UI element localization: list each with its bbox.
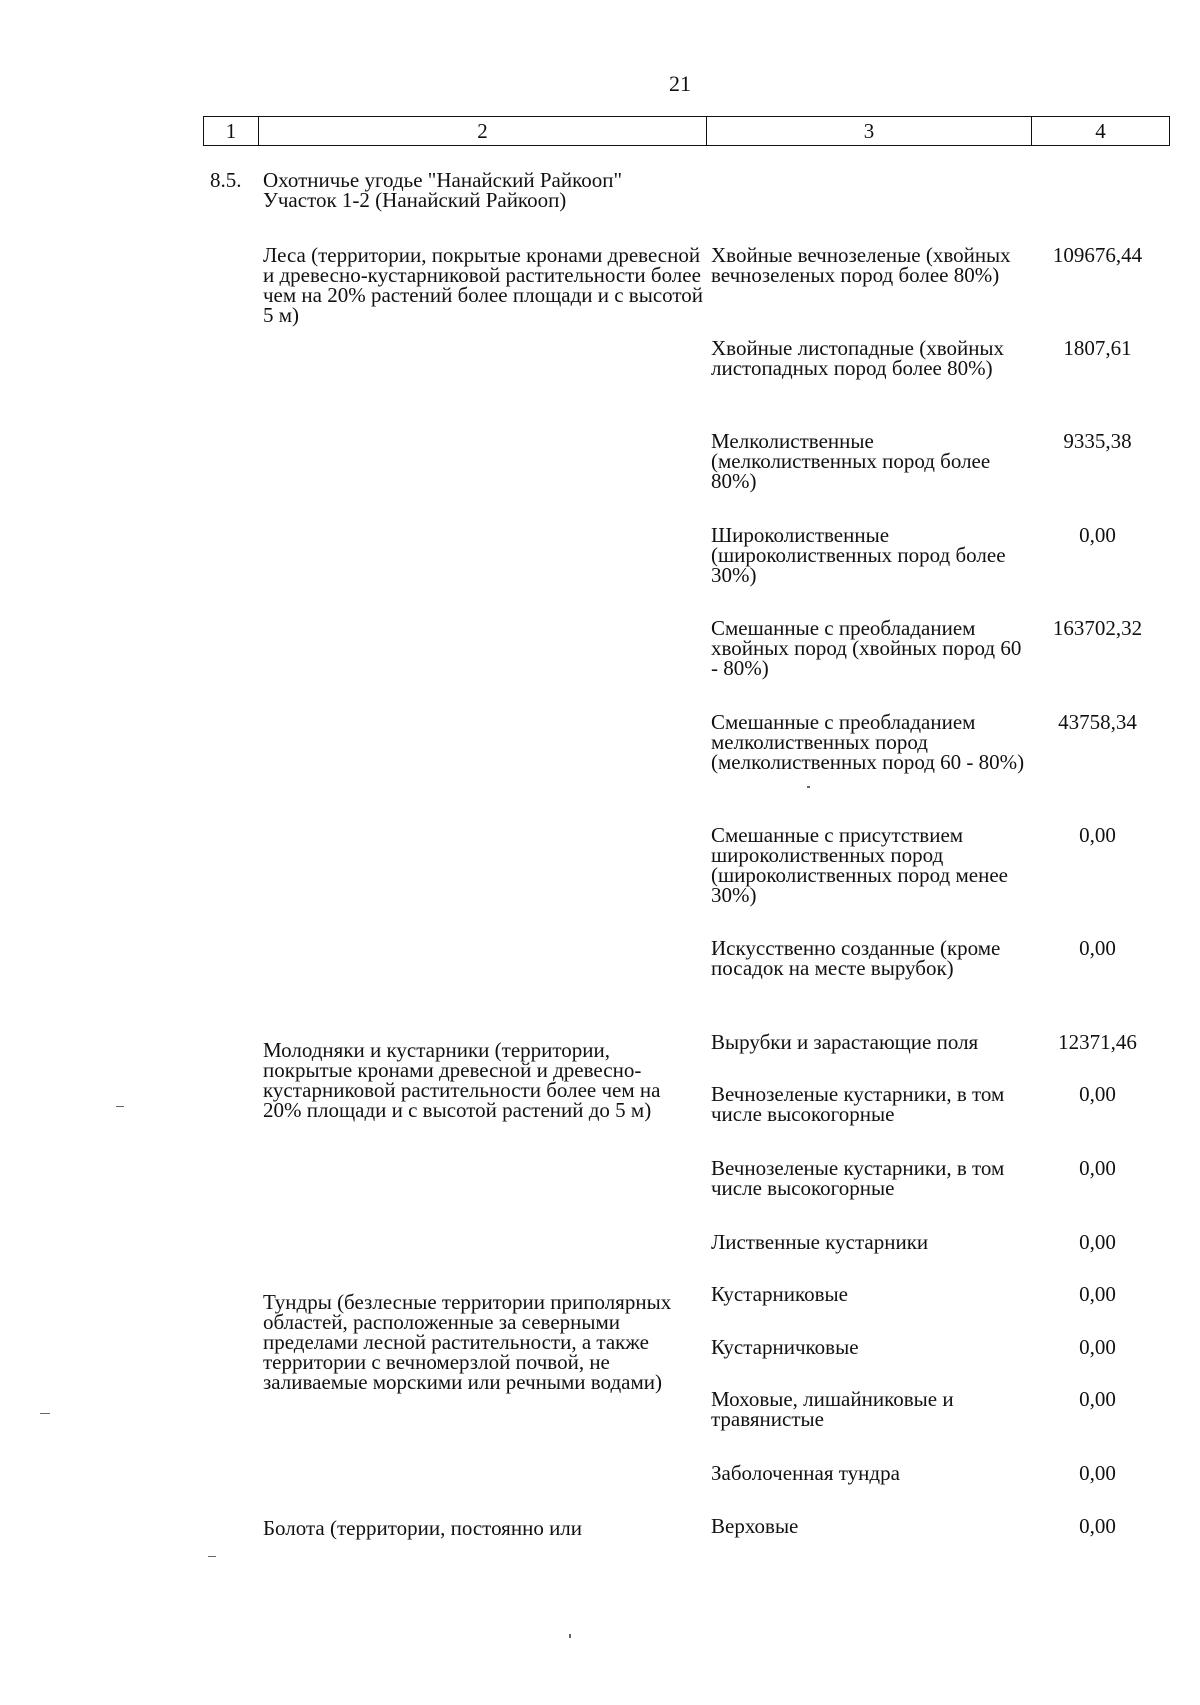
row-category: Широколиственные (широколиственных пород более 30%) — [711, 523, 1006, 587]
row-category: Хвойные листопадные (хвойных листопадных пород более 80%) — [711, 336, 1005, 380]
group-description-forests: Леса (территории, покрытые кронами древесной и древесно-кустарниковой растительности более чем на 20% растений более площади и с высотой 5 м) — [263, 243, 704, 327]
row-value: 163702,32 — [1052, 616, 1143, 640]
row-value: 12371,46 — [1058, 1030, 1137, 1054]
row-category: Кустарничковые — [711, 1335, 859, 1359]
group-description-swamps: Болота (территории, постоянно или — [263, 1516, 583, 1540]
row-category: Искусственно созданные (кроме посадок на месте вырубок) — [711, 936, 1001, 980]
row-value: 0,00 — [1079, 1387, 1116, 1411]
row-value: 1807,61 — [1063, 336, 1132, 360]
row-category: Заболоченная тундра — [711, 1461, 900, 1485]
header-col-2: 2 — [259, 117, 707, 145]
scan-speck — [807, 786, 810, 788]
row-value: 0,00 — [1079, 1335, 1116, 1359]
scan-speck — [569, 1634, 571, 1638]
row-category: Лиственные кустарники — [711, 1230, 929, 1254]
row-value: 0,00 — [1079, 1082, 1116, 1106]
row-category: Верховые — [711, 1514, 799, 1538]
row-value: 0,00 — [1079, 1230, 1116, 1254]
row-category: Мелколиственные (мелколиственных пород более 80%) — [711, 429, 991, 493]
row-category: Вырубки и зарастающие поля — [711, 1030, 979, 1054]
row-value: 0,00 — [1079, 523, 1116, 547]
row-category: Вечнозеленые кустарники, в том числе высокогорные — [711, 1156, 1005, 1200]
header-col-1: 1 — [204, 117, 259, 145]
row-category: Хвойные вечнозеленые (хвойных вечнозеленых пород более 80%) — [711, 243, 1011, 287]
row-value: 9335,38 — [1063, 429, 1132, 453]
row-category: Кустарниковые — [711, 1282, 848, 1306]
section-title-line2: Участок 1-2 (Нанайский Райкооп) — [263, 188, 567, 212]
section-title-line1: Охотничье угодье "Нанайский Райкооп" — [263, 168, 623, 192]
row-value: 0,00 — [1079, 936, 1116, 960]
row-value: 109676,44 — [1052, 243, 1143, 267]
row-category: Смешанные с преобладанием мелколиственных пород (мелколиственных пород 60 - 80%) — [711, 710, 1025, 774]
row-value: 0,00 — [1079, 1156, 1116, 1180]
row-category: Моховые, лишайниковые и травянистые — [711, 1387, 954, 1431]
row-value: 0,00 — [1079, 1282, 1116, 1306]
row-category: Вечнозеленые кустарники, в том числе высокогорные — [711, 1082, 1005, 1126]
group-description-tundra: Тундры (безлесные территории приполярных областей, расположенные за северными пределами лесной растительности, а также территории с вечномерзлой почвой, не заливаемые морскими или речными водами) — [263, 1290, 672, 1394]
row-category: Смешанные с присутствием широколиственных пород (широколиственных пород менее 30%) — [711, 823, 1008, 907]
group-description-young-growth: Молодняки и кустарники (территории, покрытые кронами древесной и древесно-кустарниковой растительности более чем на 20% площади и с высотой растений до 5 м) — [263, 1038, 661, 1122]
row-value: 0,00 — [1079, 1461, 1116, 1485]
scan-speck — [208, 1556, 216, 1557]
scan-speck — [116, 1106, 124, 1107]
row-category: Смешанные с преобладанием хвойных пород (хвойных пород 60 - 80%) — [711, 616, 1022, 680]
header-col-4: 4 — [1095, 119, 1106, 143]
row-value: 0,00 — [1079, 1514, 1116, 1538]
header-col-3: 3 — [707, 117, 1032, 145]
table-header — [203, 116, 1170, 146]
row-value: 43758,34 — [1058, 710, 1137, 734]
row-value: 0,00 — [1079, 823, 1116, 847]
scan-speck — [40, 1413, 50, 1414]
section-number: 8.5. — [210, 168, 242, 192]
page-number: 21 — [669, 71, 691, 96]
